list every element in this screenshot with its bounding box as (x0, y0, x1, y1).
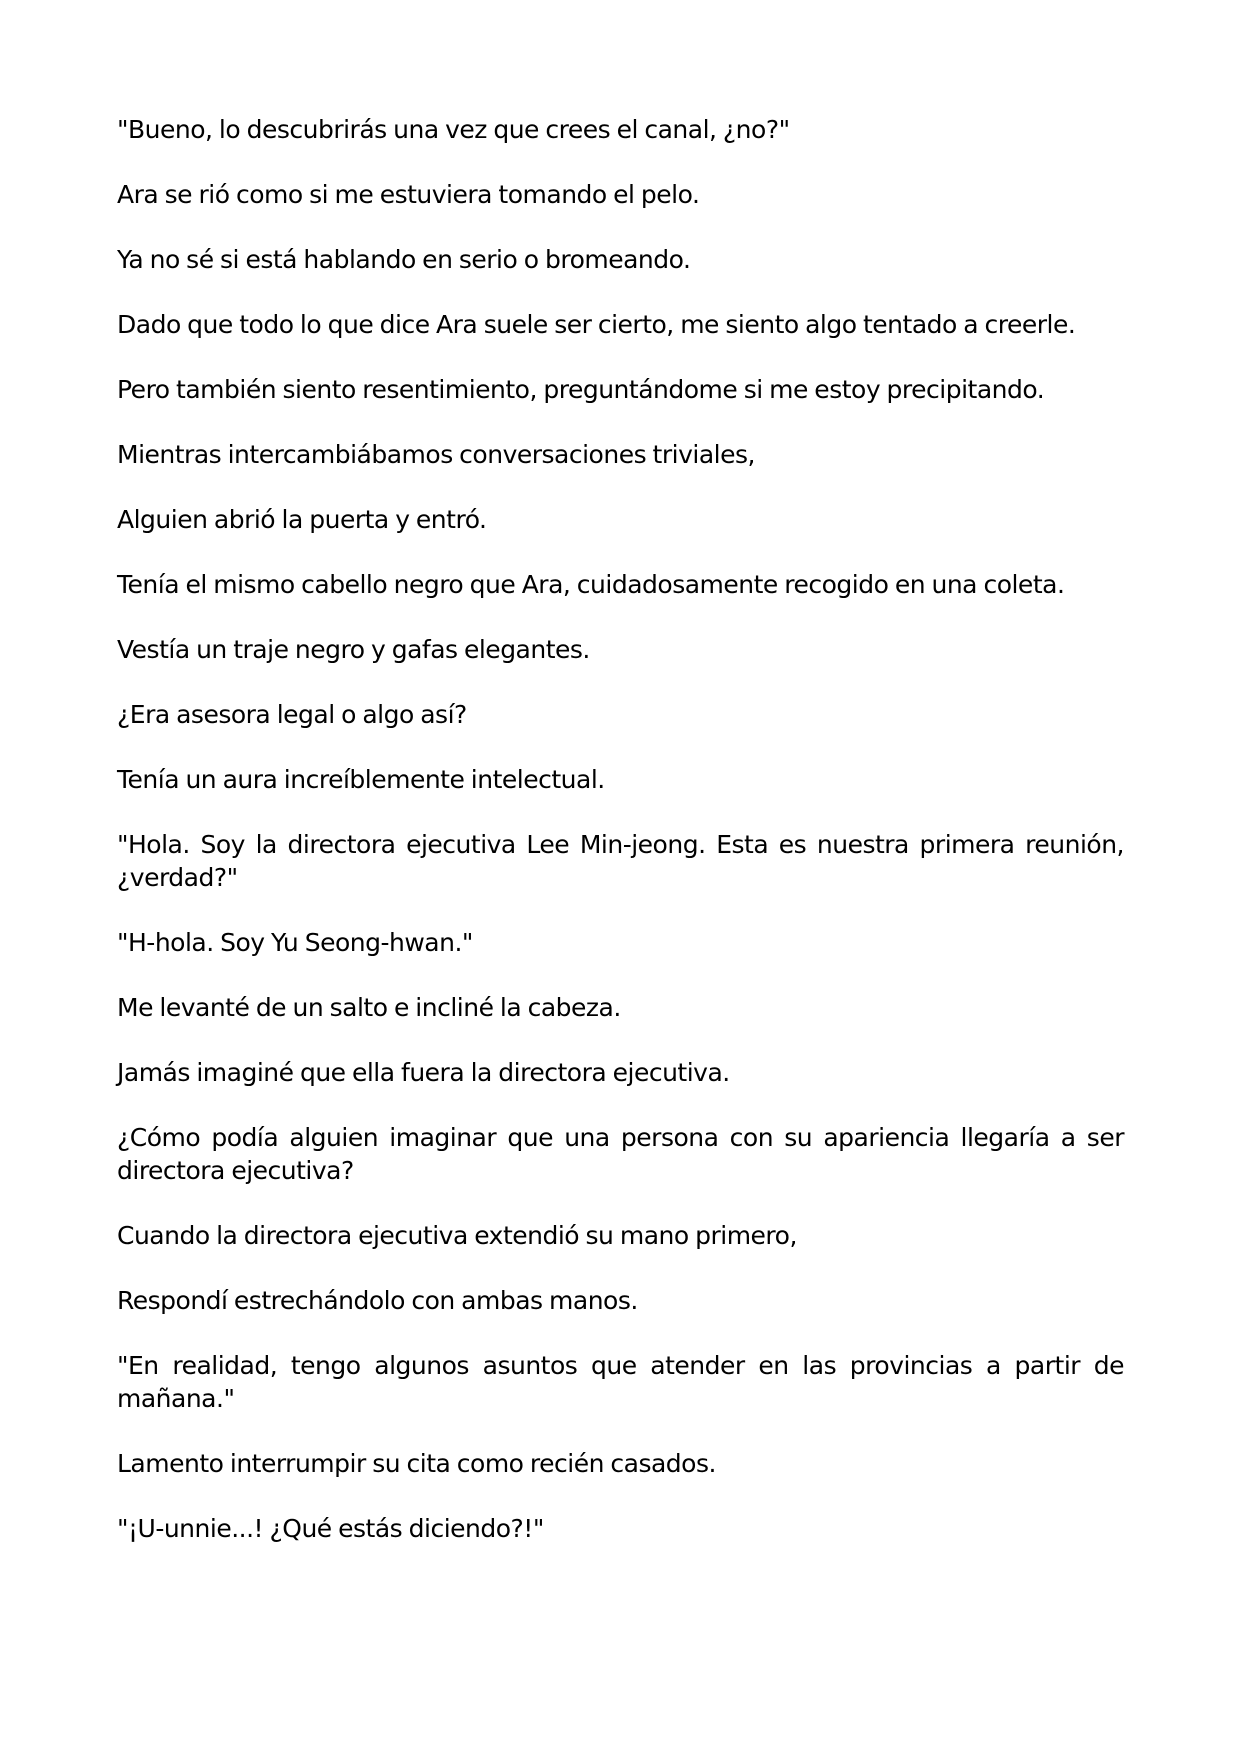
paragraph: Pero también siento resentimiento, preguntándome si me estoy precipitando. (117, 375, 1045, 404)
paragraph: Cuando la directora ejecutiva extendió su mano primero, (117, 1221, 797, 1250)
paragraph: ¿Cómo podía alguien imaginar que una persona con su apariencia llegaría a ser directora ejecutiva? (117, 1123, 1124, 1185)
paragraph: Mientras intercambiábamos conversaciones triviales, (117, 440, 755, 469)
document-body (117, 113, 1124, 1577)
paragraph: Alguien abrió la puerta y entró. (117, 505, 487, 534)
paragraph: Lamento interrumpir su cita como recién casados. (117, 1449, 716, 1478)
paragraph: Tenía el mismo cabello negro que Ara, cuidadosamente recogido en una coleta. (117, 570, 1065, 599)
paragraph: Me levanté de un salto e incliné la cabeza. (117, 993, 621, 1022)
paragraph: "H-hola. Soy Yu Seong-hwan." (117, 928, 473, 957)
paragraph: "Bueno, lo descubrirás una vez que crees el canal, ¿no?" (117, 115, 790, 144)
paragraph: "¡U-unnie...! ¿Qué estás diciendo?!" (117, 1514, 544, 1543)
paragraph: Jamás imaginé que ella fuera la directora ejecutiva. (117, 1058, 730, 1087)
paragraph: "En realidad, tengo algunos asuntos que atender en las provincias a partir de mañana." (117, 1351, 1124, 1413)
paragraph: Vestía un traje negro y gafas elegantes. (117, 635, 590, 664)
paragraph: Ara se rió como si me estuviera tomando el pelo. (117, 180, 700, 209)
paragraph: Respondí estrechándolo con ambas manos. (117, 1286, 638, 1315)
paragraph: "Hola. Soy la directora ejecutiva Lee Min-jeong. Esta es nuestra primera reunión, ¿verdad?" (117, 830, 1124, 892)
paragraph: Dado que todo lo que dice Ara suele ser cierto, me siento algo tentado a creerle. (117, 310, 1076, 339)
paragraph: Tenía un aura increíblemente intelectual. (117, 765, 605, 794)
paragraph: Ya no sé si está hablando en serio o bromeando. (117, 245, 691, 274)
paragraph: ¿Era asesora legal o algo así? (117, 700, 467, 729)
